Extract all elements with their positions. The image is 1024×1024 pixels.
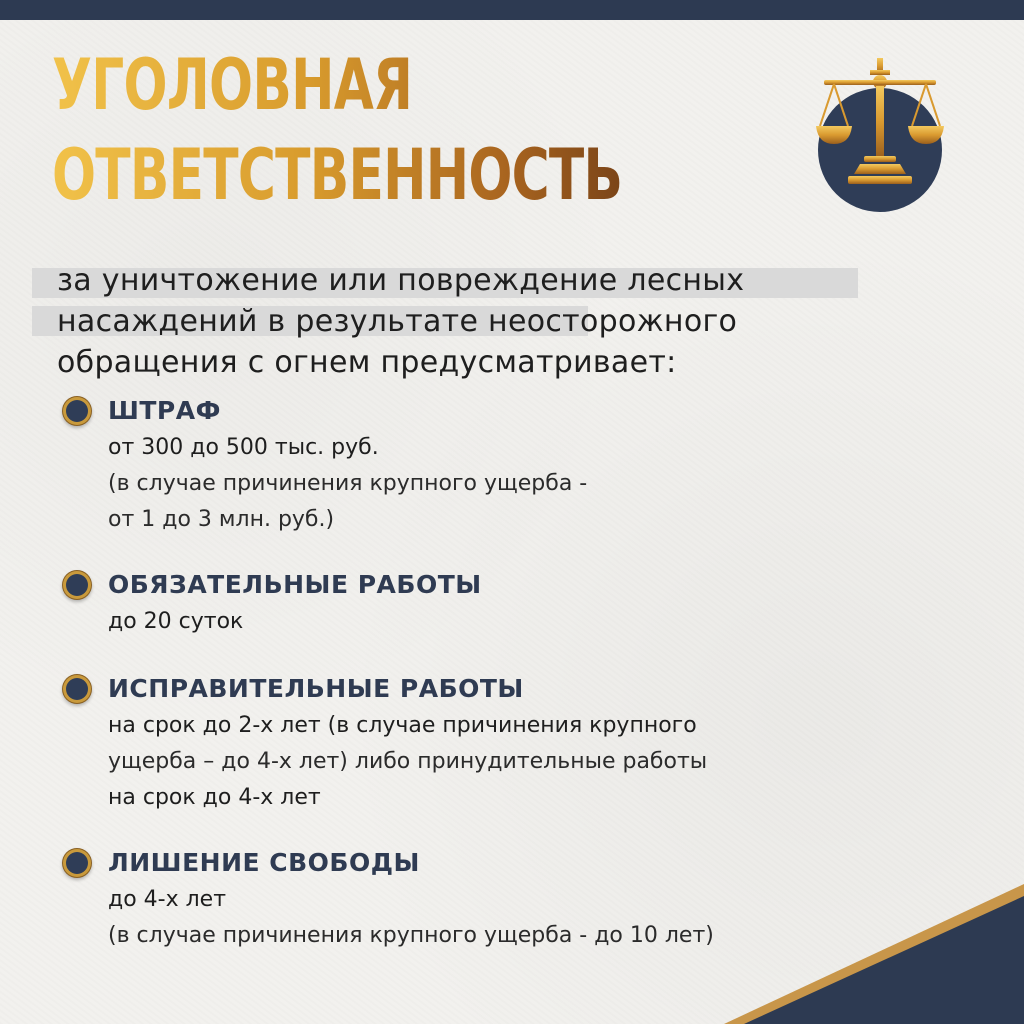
bullet-dot-icon — [66, 852, 88, 874]
subtitle: за уничтожение или повреждение лесных насаждений в результате неосторожного обращения с огнем предусматривает: — [57, 263, 745, 380]
bullet-dot-icon — [66, 574, 88, 596]
item-body-line: (в случае причинения крупного ущерба - — [108, 471, 588, 496]
item-heading: ШТРАФ — [108, 396, 221, 425]
bullet-dot-icon — [66, 400, 88, 422]
item-body — [108, 604, 908, 640]
item-body-line: на срок до 4-х лет — [108, 785, 321, 810]
item-body — [108, 708, 908, 816]
item-body-line: ущерба – до 4-х лет) либо принудительные работы — [108, 749, 708, 774]
item-body-line: на срок до 2-х лет (в случае причинения крупного — [108, 713, 697, 738]
item-body-line: от 1 до 3 млн. руб.) — [108, 507, 335, 532]
bullet-dot-icon — [66, 678, 88, 700]
item-heading: ИСПРАВИТЕЛЬНЫЕ РАБОТЫ — [108, 674, 524, 703]
item-body-line: (в случае причинения крупного ущерба - до 10 лет) — [108, 923, 714, 948]
title-line-2: ОТВЕТСТВЕННОСТЬ — [52, 130, 622, 220]
title-line-1: УГОЛОВНАЯ — [52, 40, 622, 130]
item-heading: ЛИШЕНИЕ СВОБОДЫ — [108, 848, 420, 877]
item-body-line: до 4-х лет — [108, 887, 227, 912]
item-body-line: от 300 до 500 тыс. руб. — [108, 435, 379, 460]
corner-decoration — [724, 884, 1024, 1024]
top-bar — [0, 0, 1024, 20]
item-body — [108, 430, 908, 538]
item-body-line: до 20 суток — [108, 609, 244, 634]
page-title — [52, 40, 622, 220]
item-heading: ОБЯЗАТЕЛЬНЫЕ РАБОТЫ — [108, 570, 482, 599]
scales-of-justice-icon — [814, 56, 948, 216]
